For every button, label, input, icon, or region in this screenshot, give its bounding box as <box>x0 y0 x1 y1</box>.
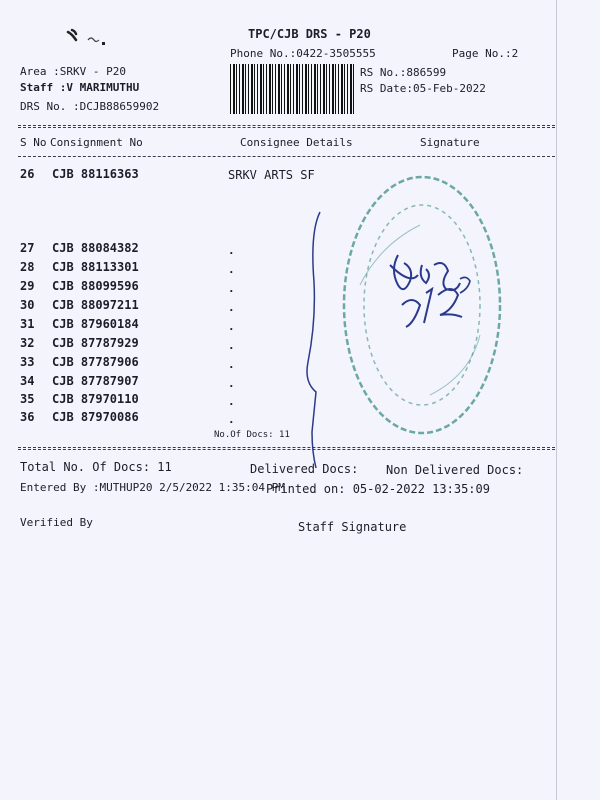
row-consignment: CJB 87787906 <box>52 355 139 369</box>
row-sno: 36 <box>20 410 35 424</box>
area-field: Area :SRKV - P20 <box>20 65 126 78</box>
row-consignee: . <box>228 244 235 257</box>
page-title: TPC/CJB DRS - P20 <box>248 27 371 41</box>
row-consignment: CJB 88099596 <box>52 279 139 293</box>
phone-number: Phone No.:0422-3505555 <box>230 47 376 60</box>
row-sno: 31 <box>20 317 35 331</box>
handwritten-brace <box>302 210 332 470</box>
column-header-consignee: Consignee Details <box>240 136 353 149</box>
row-sno: 35 <box>20 392 35 406</box>
staff-signature: Staff Signature <box>298 520 407 534</box>
non-delivered-docs: Non Delivered Docs: <box>386 463 524 477</box>
printed-on: Printed on: 05-02-2022 13:35:09 <box>266 482 490 496</box>
row-consignee: . <box>228 263 235 276</box>
row-consignment: CJB 87970110 <box>52 392 139 406</box>
page-edge <box>556 0 557 800</box>
delivered-docs: Delivered Docs: <box>250 462 359 476</box>
row-consignment: CJB 87787929 <box>52 336 139 350</box>
row-consignee: . <box>228 413 235 426</box>
column-header-consignment: Consignment No <box>50 136 143 149</box>
row-consignment: CJB 88084382 <box>52 241 139 255</box>
divider <box>18 449 555 450</box>
row-consignee: . <box>228 301 235 314</box>
row-consignee: SRKV ARTS SF <box>228 168 315 182</box>
row-consignment: CJB 88116363 <box>52 167 139 181</box>
staff-field: Staff :V MARIMUTHU <box>20 81 140 94</box>
divider <box>18 447 555 448</box>
entered-by: Entered By :MUTHUP20 2/5/2022 1:35:04 PM <box>20 481 285 494</box>
barcode <box>230 64 354 114</box>
row-consignee: . <box>228 358 235 371</box>
row-consignment: CJB 87787907 <box>52 374 139 388</box>
drs-number: DRS No. :DCJB88659902 <box>20 100 160 113</box>
row-consignee: . <box>228 377 235 390</box>
row-sno: 28 <box>20 260 35 274</box>
row-sno: 26 <box>20 167 35 181</box>
rs-number: RS No.:886599 <box>360 66 447 79</box>
no-of-docs: No.Of Docs: 11 <box>214 430 290 440</box>
row-sno: 32 <box>20 336 35 350</box>
page-number: Page No.:2 <box>452 47 519 60</box>
row-sno: 29 <box>20 279 35 293</box>
column-header-sno: S No <box>20 136 47 149</box>
circular-stamp <box>330 165 510 445</box>
divider <box>18 127 555 128</box>
row-sno: 33 <box>20 355 35 369</box>
row-consignment: CJB 87960184 <box>52 317 139 331</box>
row-consignee: . <box>228 282 235 295</box>
row-consignee: . <box>228 339 235 352</box>
total-docs: Total No. Of Docs: 11 <box>20 460 172 474</box>
row-sno: 27 <box>20 241 35 255</box>
divider <box>18 156 555 157</box>
column-header-signature: Signature <box>420 136 480 149</box>
row-consignment: CJB 88097211 <box>52 298 139 312</box>
row-sno: 30 <box>20 298 35 312</box>
row-consignee: . <box>228 320 235 333</box>
row-consignee: . <box>228 395 235 408</box>
row-consignment: CJB 87970086 <box>52 410 139 424</box>
company-logo <box>62 26 112 50</box>
verified-by: Verified By <box>20 516 93 529</box>
divider <box>18 125 555 126</box>
rs-date: RS Date:05-Feb-2022 <box>360 82 486 95</box>
row-sno: 34 <box>20 374 35 388</box>
row-consignment: CJB 88113301 <box>52 260 139 274</box>
